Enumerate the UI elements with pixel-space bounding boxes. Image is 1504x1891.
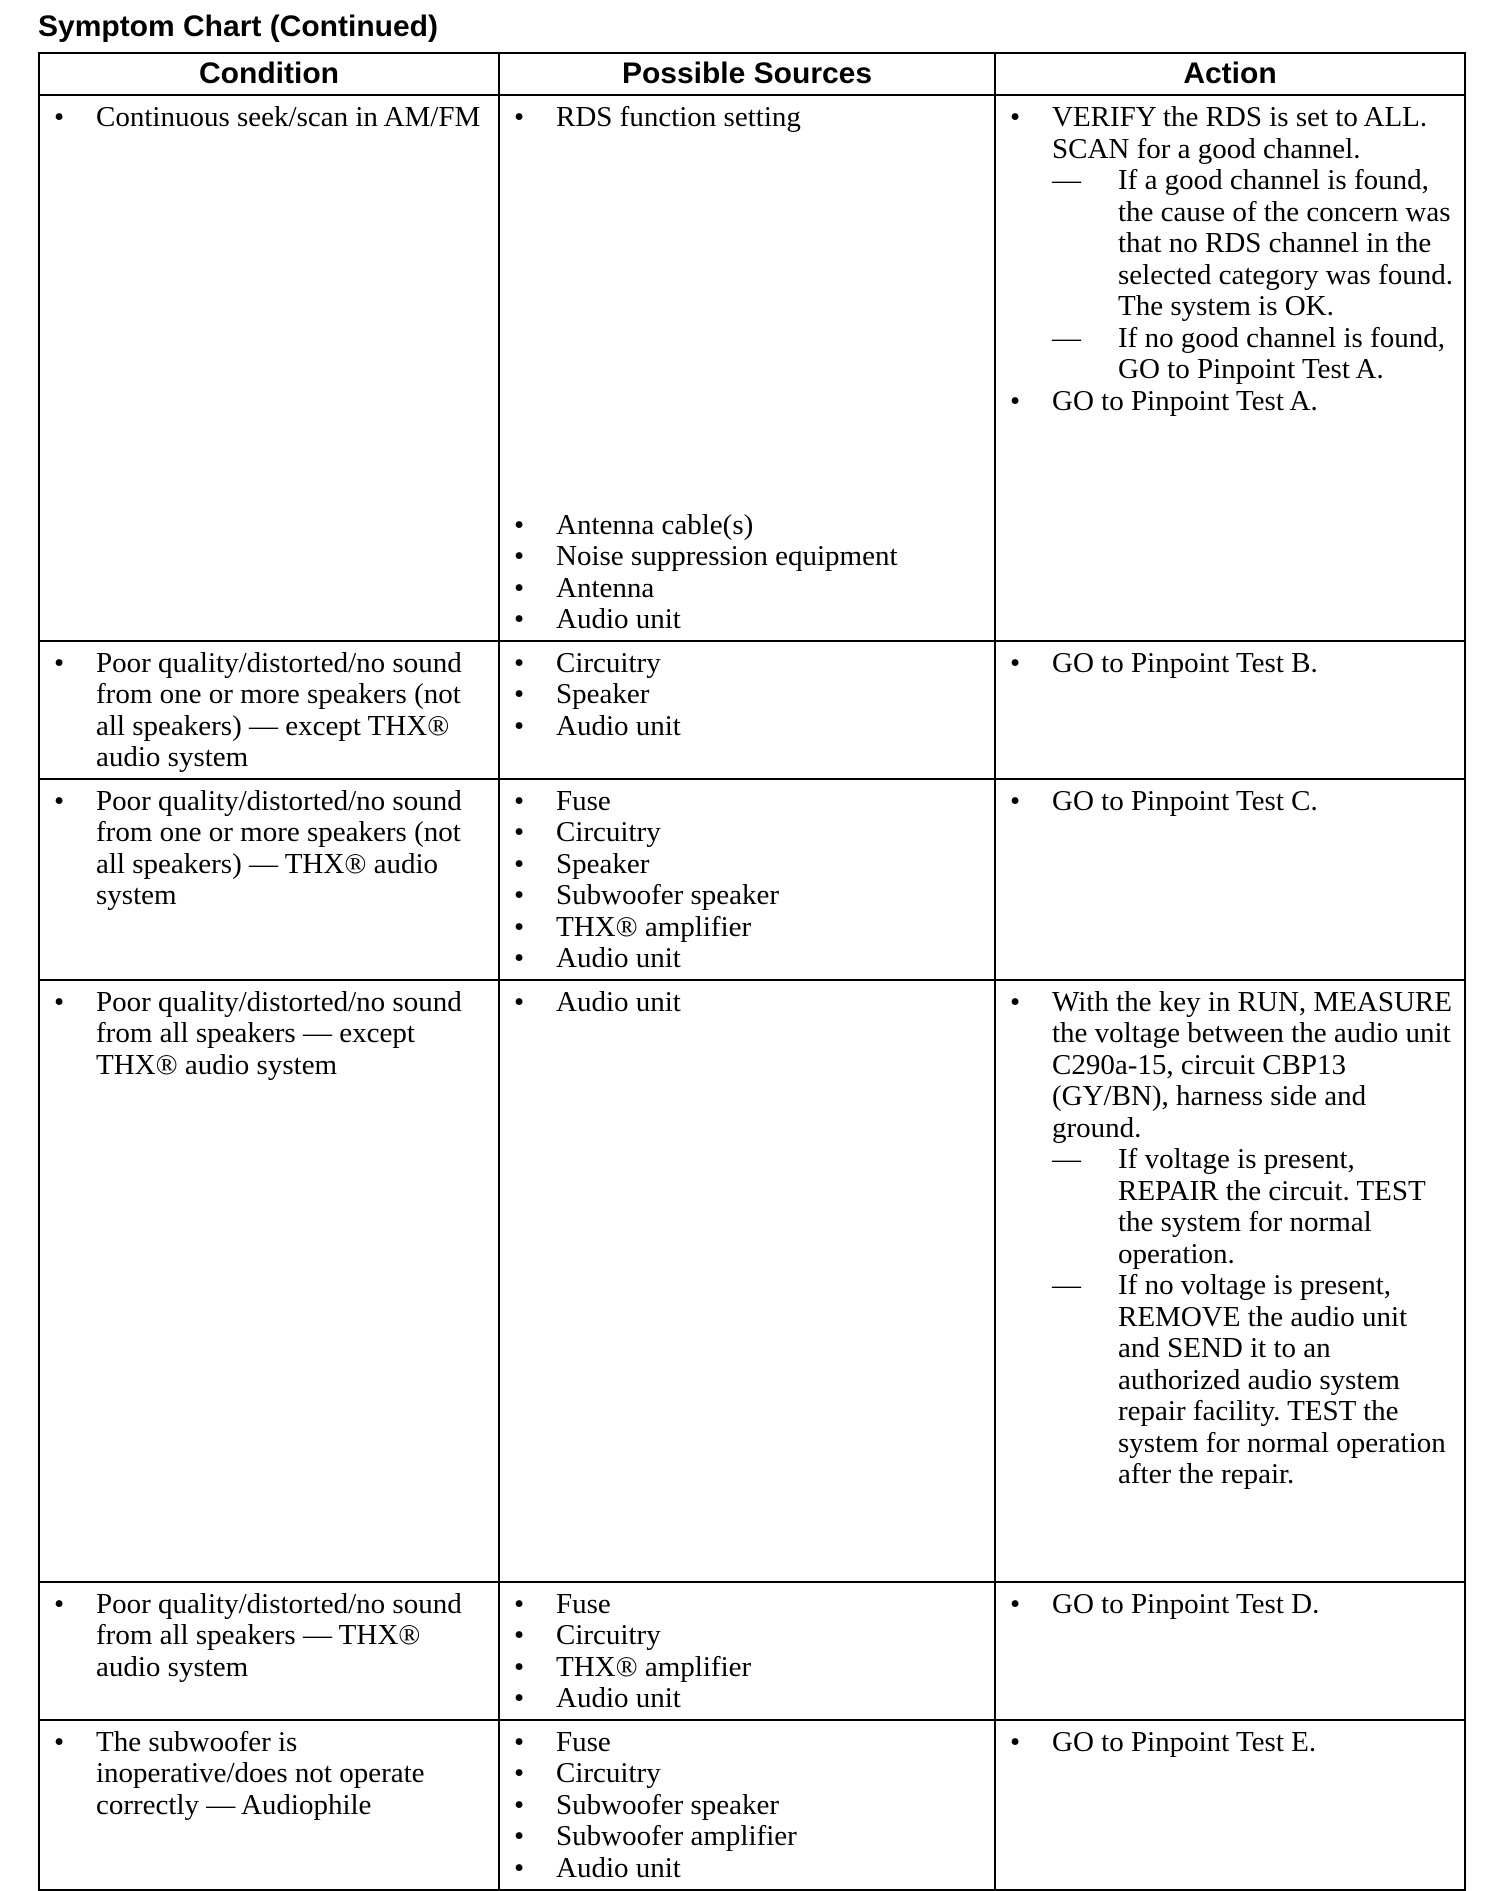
table-row (39, 641, 1465, 779)
condition-cell (39, 779, 499, 980)
action-text: With the key in RUN, MEASURE the voltage between the audio unit C290a-15, circuit CBP13 (GY/BN), harness side and ground. (1052, 985, 1452, 1144)
source-item: • Fuse (508, 1589, 986, 1621)
action-cell (995, 641, 1465, 779)
source-item: • Circuitry (508, 648, 986, 680)
header-action: Action (995, 53, 1465, 95)
action-cell (995, 95, 1465, 641)
action-text: VERIFY the RDS is set to ALL. SCAN for a good channel. (1052, 101, 1428, 165)
source-item: • Fuse (508, 1727, 986, 1759)
sources-cell (499, 641, 995, 779)
sources-cell (499, 779, 995, 980)
condition-text: • Poor quality/distorted/no sound from one or more speakers (not all speakers) — THX® audio system (48, 786, 490, 912)
action-item (1004, 102, 1456, 386)
action-subitem: — If a good channel is found, the cause of the concern was that no RDS channel in the selected category was found. The system is OK. (1052, 165, 1456, 323)
source-item: • Circuitry (508, 817, 986, 849)
condition-text: • Poor quality/distorted/no sound from one or more speakers (not all speakers) — except THX® audio system (48, 648, 490, 774)
table-row (39, 1582, 1465, 1720)
condition-text: • Poor quality/distorted/no sound from all speakers — THX® audio system (48, 1589, 490, 1684)
table-row (39, 980, 1465, 1582)
condition-cell (39, 641, 499, 779)
action-item: • GO to Pinpoint Test A. (1004, 386, 1456, 418)
action-subitem: — If voltage is present, REPAIR the circuit. TEST the system for normal operation. (1052, 1144, 1456, 1270)
source-item: • Audio unit (508, 604, 986, 636)
action-cell (995, 980, 1465, 1582)
source-item: • Audio unit (508, 943, 986, 975)
action-cell (995, 779, 1465, 980)
source-item: • Circuitry (508, 1620, 986, 1652)
source-item: • THX® amplifier (508, 912, 986, 944)
source-item: • RDS function setting (508, 102, 986, 134)
action-item (1004, 987, 1456, 1491)
condition-text: • Poor quality/distorted/no sound from all speakers — except THX® audio system (48, 987, 490, 1082)
action-cell (995, 1720, 1465, 1890)
action-subitem: — If no voltage is present, REMOVE the audio unit and SEND it to an authorized audio system repair facility. TEST the system for normal operation after the repair. (1052, 1270, 1456, 1491)
condition-cell (39, 980, 499, 1582)
table-row (39, 95, 1465, 641)
condition-cell (39, 1720, 499, 1890)
header-possible-sources: Possible Sources (499, 53, 995, 95)
source-item: • Circuitry (508, 1758, 986, 1790)
sources-cell (499, 980, 995, 1582)
symptom-chart-table (38, 52, 1466, 1891)
action-subitem: — If no good channel is found, GO to Pinpoint Test A. (1052, 323, 1456, 386)
source-item: • Subwoofer amplifier (508, 1821, 986, 1853)
condition-cell (39, 1582, 499, 1720)
source-item: • Antenna (508, 573, 986, 605)
source-item: • Noise suppression equipment (508, 541, 986, 573)
header-condition: Condition (39, 53, 499, 95)
sources-cell (499, 1582, 995, 1720)
condition-text: • Continuous seek/scan in AM/FM (48, 102, 490, 134)
action-item: • GO to Pinpoint Test B. (1004, 648, 1456, 680)
source-item: • Subwoofer speaker (508, 880, 986, 912)
source-item: • Audio unit (508, 1853, 986, 1885)
page-title: Symptom Chart (Continued) (38, 10, 438, 43)
condition-text: • The subwoofer is inoperative/does not operate correctly — Audiophile (48, 1727, 490, 1822)
sources-cell (499, 95, 995, 641)
source-item: • Fuse (508, 786, 986, 818)
source-item: • THX® amplifier (508, 1652, 986, 1684)
action-cell (995, 1582, 1465, 1720)
action-item: • GO to Pinpoint Test D. (1004, 1589, 1456, 1621)
source-item: • Antenna cable(s) (508, 510, 986, 542)
sources-cell (499, 1720, 995, 1890)
source-item: • Audio unit (508, 1683, 986, 1715)
source-item: • Speaker (508, 679, 986, 711)
source-item: • Speaker (508, 849, 986, 881)
table-row (39, 1720, 1465, 1890)
condition-cell (39, 95, 499, 641)
source-item: • Audio unit (508, 711, 986, 743)
source-item: • Audio unit (508, 987, 986, 1019)
table-row (39, 779, 1465, 980)
source-item: • Subwoofer speaker (508, 1790, 986, 1822)
header-row (39, 53, 1465, 95)
action-item: • GO to Pinpoint Test E. (1004, 1727, 1456, 1759)
action-item: • GO to Pinpoint Test C. (1004, 786, 1456, 818)
